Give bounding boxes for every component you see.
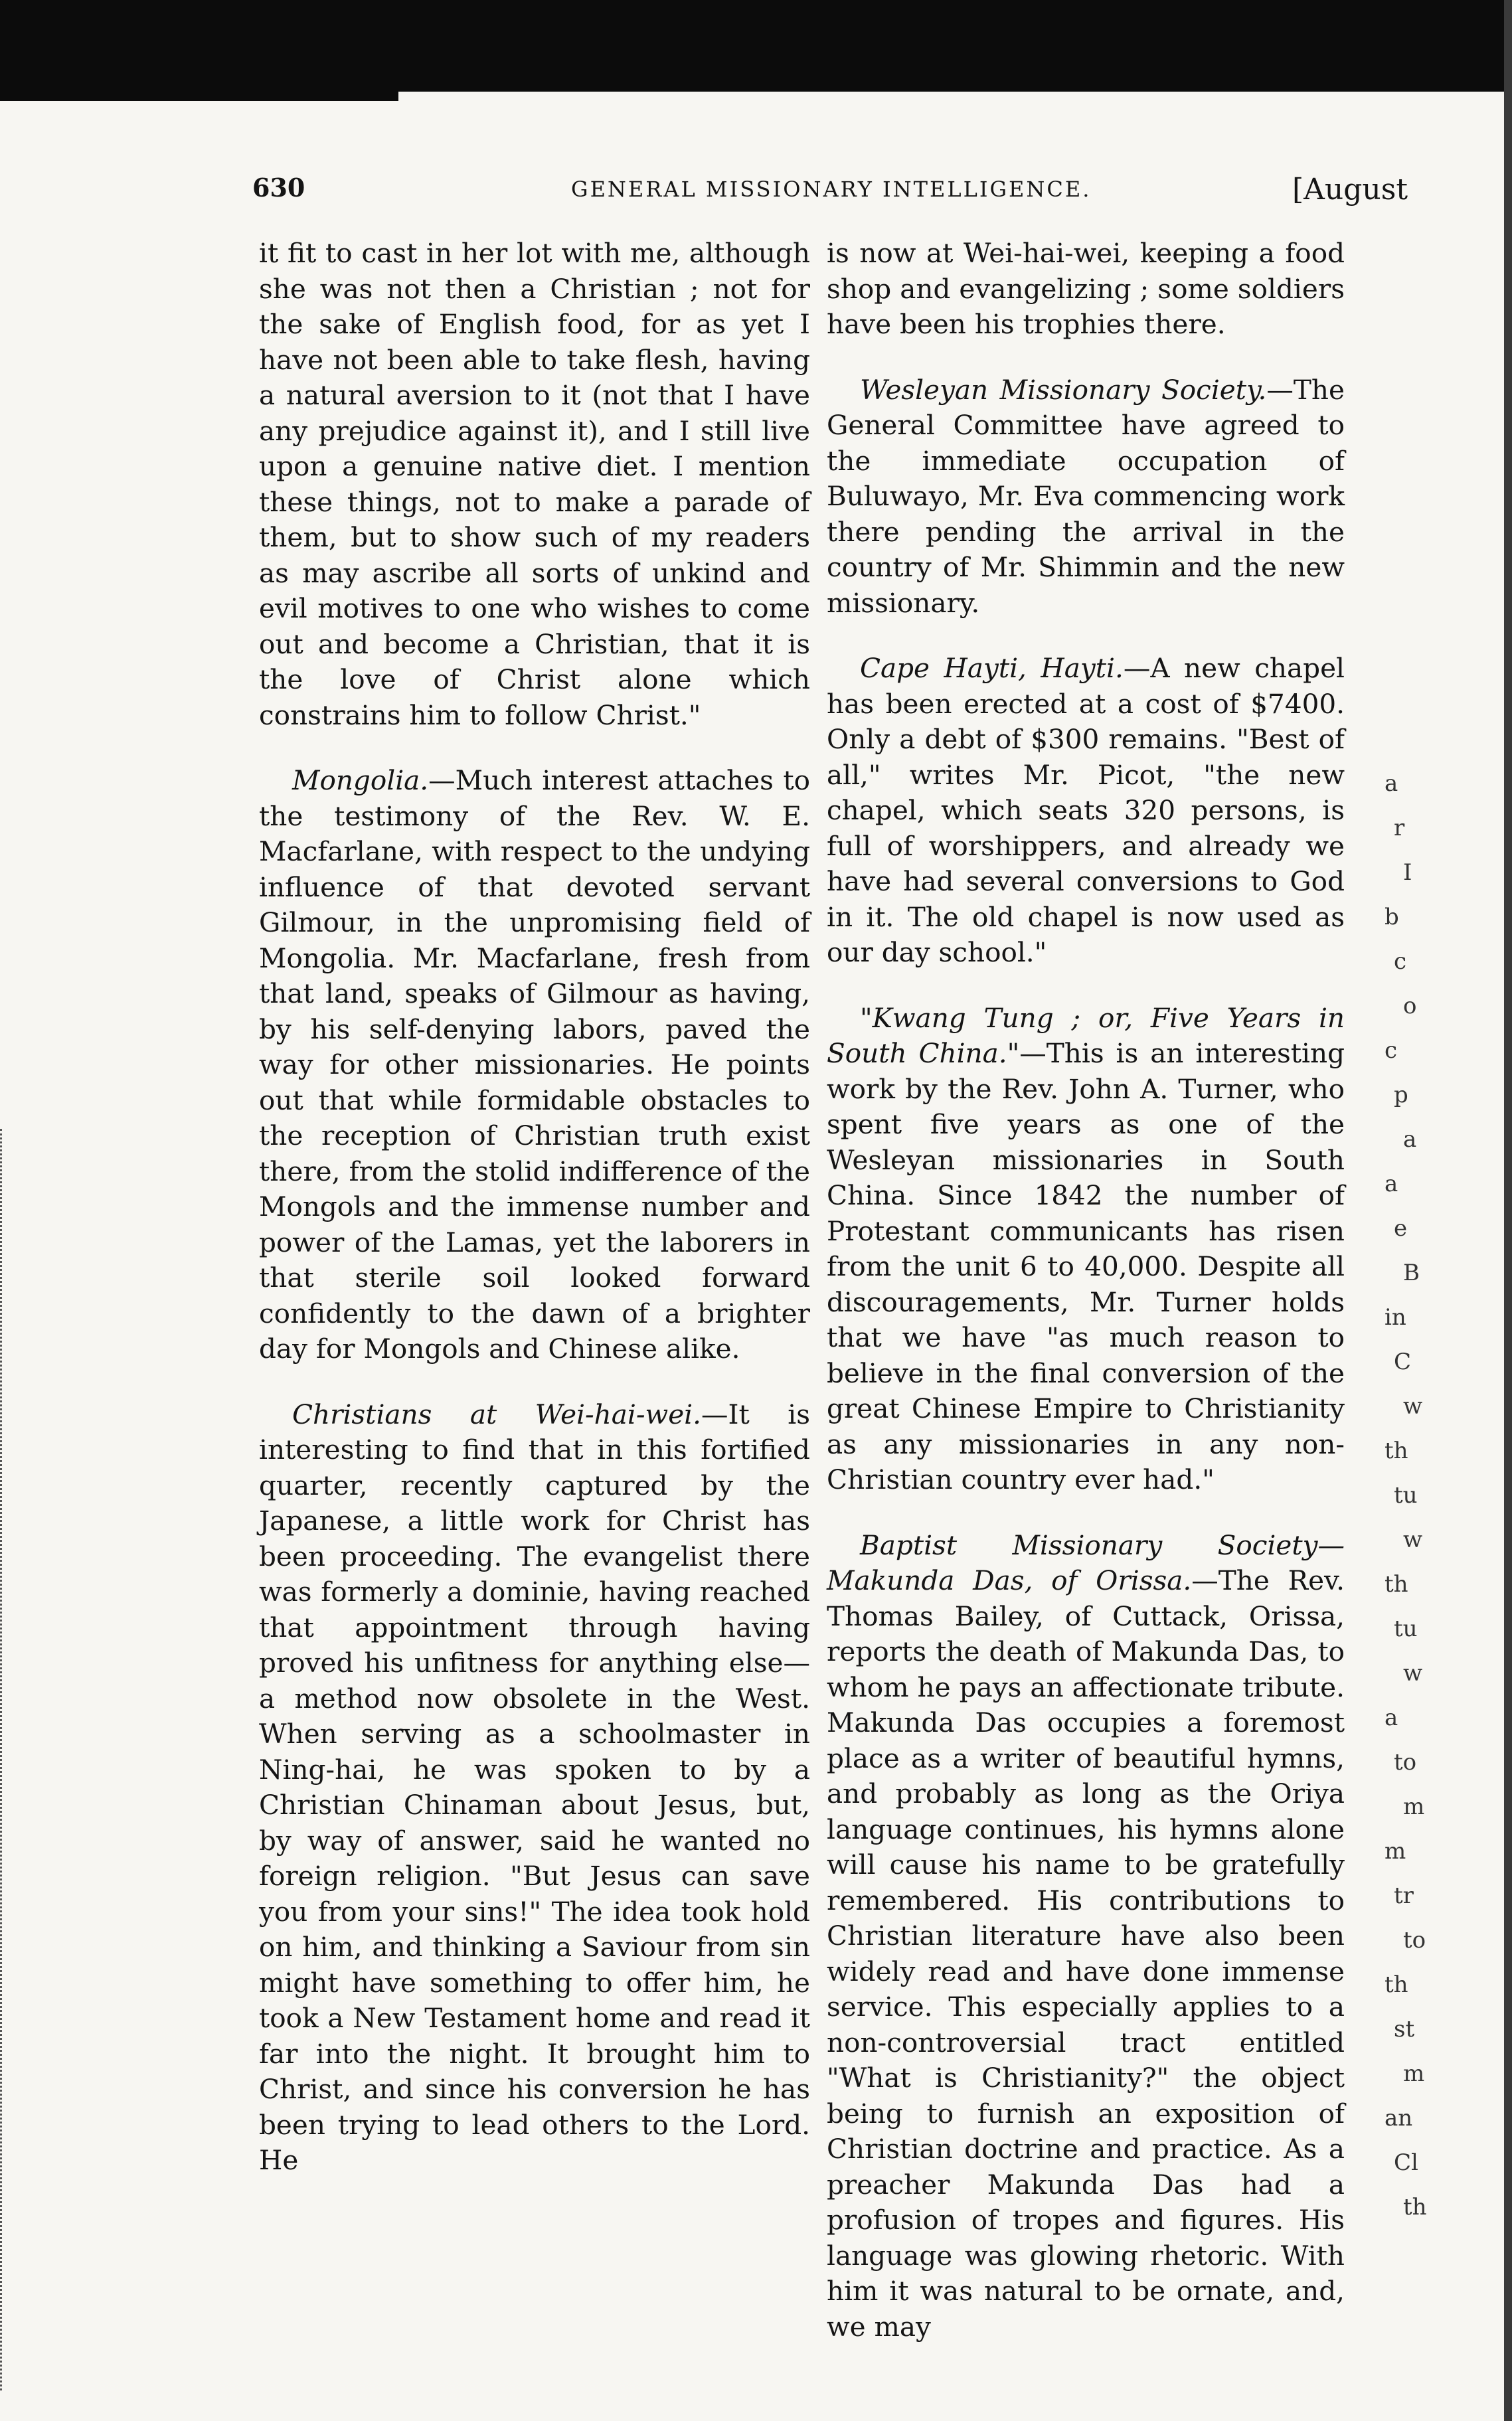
header-month: [August [1292,173,1408,207]
edge-fragment: st [1394,2016,1415,2043]
rubric: "Kwang Tung ; or, Five Years in South China." [827,1001,1345,1069]
scan-top-band [0,0,1512,92]
edge-fragment: m [1403,1794,1425,1820]
rubric: Christians at Wei-hai-wei. [292,1398,702,1430]
edge-fragment: w [1403,1660,1423,1687]
edge-fragment: in [1385,1304,1406,1331]
paragraph-wei-hai-wei [259,1397,810,2179]
paragraph-makunda-das [827,1528,1345,2345]
rubric: Baptist Missionary Society—Makunda Das, of Orissa. [827,1529,1345,1596]
paragraph-kwang-tung [827,1001,1345,1498]
running-title: GENERAL MISSIONARY INTELLIGENCE. [571,177,1092,202]
edge-fragment: c [1394,948,1407,975]
page-header [252,166,1408,219]
edge-fragment: tr [1394,1882,1414,1909]
rubric: Cape Hayti, Hayti. [860,652,1124,684]
page-number: 630 [252,173,305,203]
edge-fragment: a [1385,1705,1398,1731]
edge-fragment: th [1385,1971,1408,1998]
edge-fragment: m [1385,1838,1406,1865]
edge-fragment: th [1385,1438,1408,1464]
edge-fragment: a [1385,770,1398,797]
edge-fragment: Cl [1394,2149,1418,2176]
edge-fragment: a [1403,1126,1417,1153]
paragraph-text: —A new chapel has been erected at a cost of $7400. Only a debt of $300 remains. "Best of all," writes Mr. Picot, "the new chapel, which seats 320 persons, is full of worshippers, and already we have had several conversions to God in it. The old chapel is now used as our day school." [827,652,1345,968]
edge-fragment: w [1403,1527,1423,1553]
rubric: Mongolia. [292,764,429,796]
edge-fragment: r [1394,815,1405,841]
right-column [827,236,1345,2375]
edge-fragment: tu [1394,1616,1418,1642]
edge-fragment: to [1394,1749,1417,1776]
edge-fragment: I [1403,859,1412,886]
left-column [259,236,810,2209]
paragraph-hayti [827,651,1345,971]
edge-fragment: tu [1394,1482,1418,1509]
paragraph-text: —The Rev. Thomas Bailey, of Cuttack, Orissa, reports the death of Makunda Das, to whom he pays an affectionate tribute. Makunda Das occupies a foremost place as a writer of beautiful hymns, and probably as long as the Oriya language continues, his hymns alone will cause his name to be gratefully remembered. His contributions to Christian literature have also been widely read and have done immense service. This especially applies to a non-controversial tract entitled "What is Christianity?" the object being to furnish an exposition of Christian doctrine and practice. As a preacher Makunda Das had a profusion of tropes and figures. His language was glowing rhetoric. With him it was natural to be ornate, and, we may [827,1564,1345,2343]
edge-fragment: b [1385,904,1399,930]
paragraph-mongolia [259,763,810,1367]
edge-fragment: a [1385,1171,1398,1197]
edge-fragment: to [1403,1927,1426,1954]
paragraph: it fit to cast in her lot with me, although she was not then a Christian ; not for the sake of English food, for as yet I have not been able to take flesh, having a natural aversion to it (not that I have any prejudice against it), and I still live upon a genuine native diet. I mention these things, not to make a parade of them, but to show such of my readers as may ascribe all sorts of unkind and evil motives to one who wishes to come out and become a Christian, that it is the love of Christ alone which constrains him to follow Christ." [259,237,810,731]
paragraph-text: —It is interesting to find that in this fortified quarter, recently captured by the Japanese, a little work for Christ has been proceeding. The evangelist there was formerly a dominie, having reached that appointment through having proved his unfitness for anything else—a method now obsolete in the West. When serving as a schoolmaster in Ning-hai, he was spoken to by a Christian Chinaman about Jesus, but, by way of answer, said he wanted no foreign religion. "But Jesus can save you from your sins!" The idea took hold on him, and thinking a Saviour from sin might have something to offer him, he took a New Testament home and read it far into the night. It brought him to Christ, and since his conversion he has been trying to lead others to the Lord. He [259,1398,810,2176]
paragraph-wesleyan [827,373,1345,622]
edge-fragment: B [1403,1260,1420,1286]
paragraph-text: —Much interest attaches to the testimony of the Rev. W. E. Macfarlane, with respect to the undying influence of that devoted servant Gilmour, in the unpromising field of Mongolia. Mr. Macfarlane, fresh from that land, speaks of Gilmour as having, by his self-denying labors, paved the way for other missionaries. He points out that while formidable obstacles to the reception of Christian truth exist there, from the stolid indifference of the Mongols and the immense number and power of the Lamas, yet the laborers in that sterile soil looked forward confidently to the dawn of a brighter day for Mongols and Chinese alike. [259,764,810,1365]
edge-fragment: C [1394,1349,1412,1375]
edge-fragment: th [1403,2194,1427,2220]
edge-fragment: e [1394,1215,1408,1242]
edge-fragment: th [1385,1571,1408,1598]
next-page-edge [1385,106,1444,2421]
scan-gutter-marks [0,1129,48,2390]
rubric: Wesleyan Missionary Society. [860,373,1267,406]
edge-fragment: p [1394,1082,1408,1108]
edge-fragment: an [1385,2105,1413,2131]
edge-fragment: o [1403,993,1417,1019]
scan-top-band-step [0,92,398,101]
paragraph-text: —This is an interesting work by the Rev. John A. Turner, who spent five years as one of the Wesleyan missionaries in South China. Since 1842 the number of Protestant communicants has risen from the unit 6 to 40,000. Despite all discouragements, Mr. Turner holds that we have "as much reason to believe in the final conversion of the great Chinese Empire to Christianity as any missionaries in any non-Christian country ever had." [827,1037,1345,1495]
edge-fragment: m [1403,2060,1425,2087]
paragraph: is now at Wei-hai-wei, keeping a food shop and evangelizing ; some soldiers have been his trophies there. [827,237,1345,340]
edge-fragment: w [1403,1393,1423,1420]
scan-right-edge [1504,0,1512,2421]
paragraph-text: —The General Committee have agreed to the immediate occupation of Buluwayo, Mr. Eva commencing work there pending the arrival in the country of Mr. Shimmin and the new missionary. [827,373,1345,619]
edge-fragment: c [1385,1037,1398,1064]
